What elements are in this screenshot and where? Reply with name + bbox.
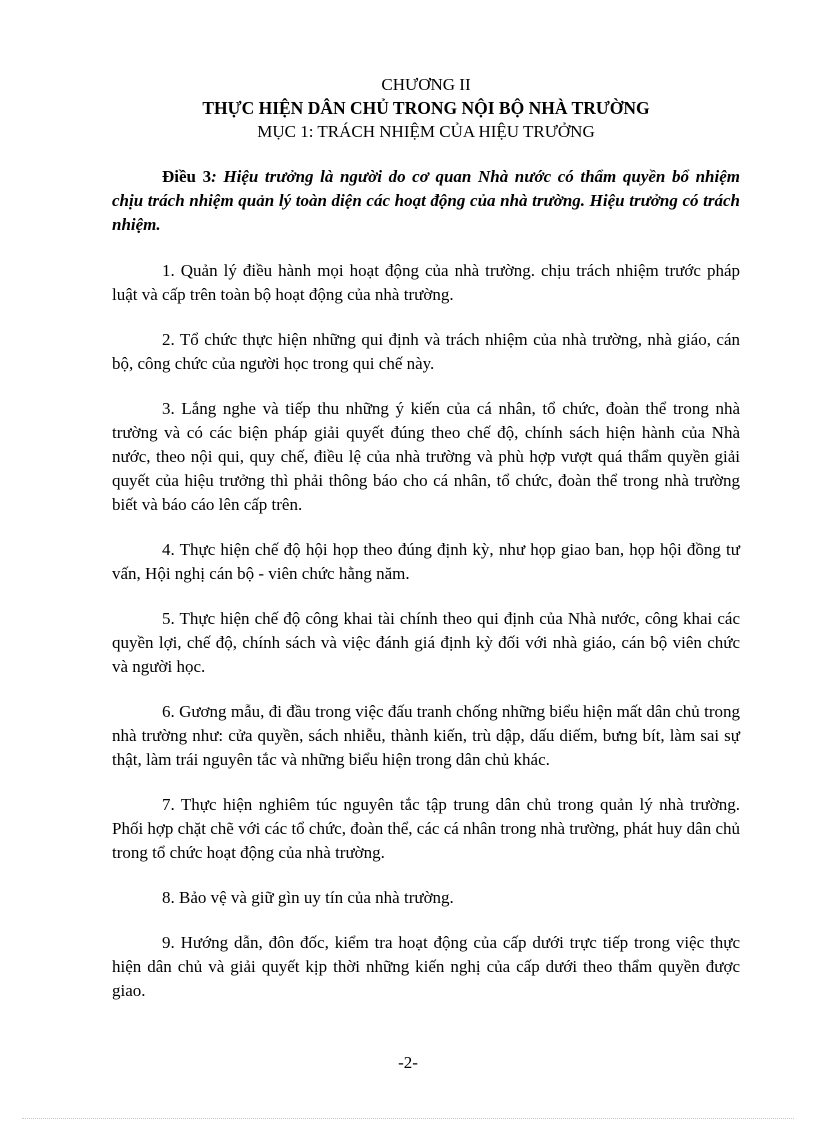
chapter-title: THỰC HIỆN DÂN CHỦ TRONG NỘI BỘ NHÀ TRƯỜNG — [202, 98, 650, 118]
list-item: 7. Thực hiện nghiêm túc nguyên tắc tập trung dân chủ trong quản lý nhà trường. Phối hợp chặt chẽ với các tổ chức, đoàn thể, các cá nhân trong nhà trường, phát huy dân chủ trong tổ chức hoạt động của nhà trường. — [112, 795, 740, 862]
article-3 — [112, 165, 740, 237]
page-number: -2- — [398, 1053, 418, 1072]
list-item: 4. Thực hiện chế độ hội họp theo đúng định kỳ, như họp giao ban, họp hội đồng tư vấn, Hội nghị cán bộ - viên chức hằng năm. — [112, 540, 740, 583]
list-item: 6. Gương mẫu, đi đầu trong việc đấu tranh chống những biểu hiện mất dân chủ trong nhà trường như: cửa quyền, sách nhiễu, thành kiến, trù dập, dấu diếm, bưng bít, làm sai sự thật, làm trái nguyên tắc và những biểu hiện trong dân chủ khác. — [112, 702, 740, 769]
list-item: 3. Lắng nghe và tiếp thu những ý kiến của cá nhân, tổ chức, đoàn thể trong nhà trường và có các biện pháp giải quyết đúng theo chế độ, chính sách hiện hành của Nhà nước, theo nội qui, quy chế, điều lệ của nhà trường và phù hợp vượt quá thẩm quyền giải quyết của hiệu trưởng thì phải thông báo cho cá nhân, tổ chức, đoàn thể trong nhà trường biết và báo cáo lên cấp trên. — [112, 399, 740, 514]
document-page — [112, 74, 740, 1003]
list-item: 9. Hướng dẫn, đôn đốc, kiểm tra hoạt động của cấp dưới trực tiếp trong việc thực hiện dân chủ và giải quyết kịp thời những kiến nghị của cấp dưới theo thẩm quyền được giao. — [112, 933, 740, 1000]
section-heading: MỤC 1: TRÁCH NHIỆM CỦA HIỆU TRƯỞNG — [257, 122, 595, 141]
list-item: 1. Quản lý điều hành mọi hoạt động của nhà trường. chịu trách nhiệm trước pháp luật và cấp trên toàn bộ hoạt động của nhà trường. — [112, 261, 740, 304]
chapter-heading: CHƯƠNG II — [381, 75, 471, 94]
article-text: : Hiệu trưởng là người do cơ quan Nhà nước có thẩm quyền bổ nhiệm chịu trách nhiệm quản lý toàn diện các hoạt động của nhà trường. Hiệu trưởng có trách nhiệm. — [112, 167, 740, 234]
list-item: 8. Bảo vệ và giữ gìn uy tín của nhà trường. — [162, 888, 454, 907]
page-divider — [22, 1118, 794, 1119]
list-item: 5. Thực hiện chế độ công khai tài chính theo qui định của Nhà nước, công khai các quyền lợi, chế độ, chính sách và việc đánh giá định kỳ đối với nhà giáo, cán bộ viên chức và người học. — [112, 609, 740, 676]
article-label: Điều 3 — [162, 167, 212, 186]
list-item: 2. Tổ chức thực hiện những qui định và trách nhiệm của nhà trường, nhà giáo, cán bộ, công chức của người học trong qui chế này. — [112, 330, 740, 373]
